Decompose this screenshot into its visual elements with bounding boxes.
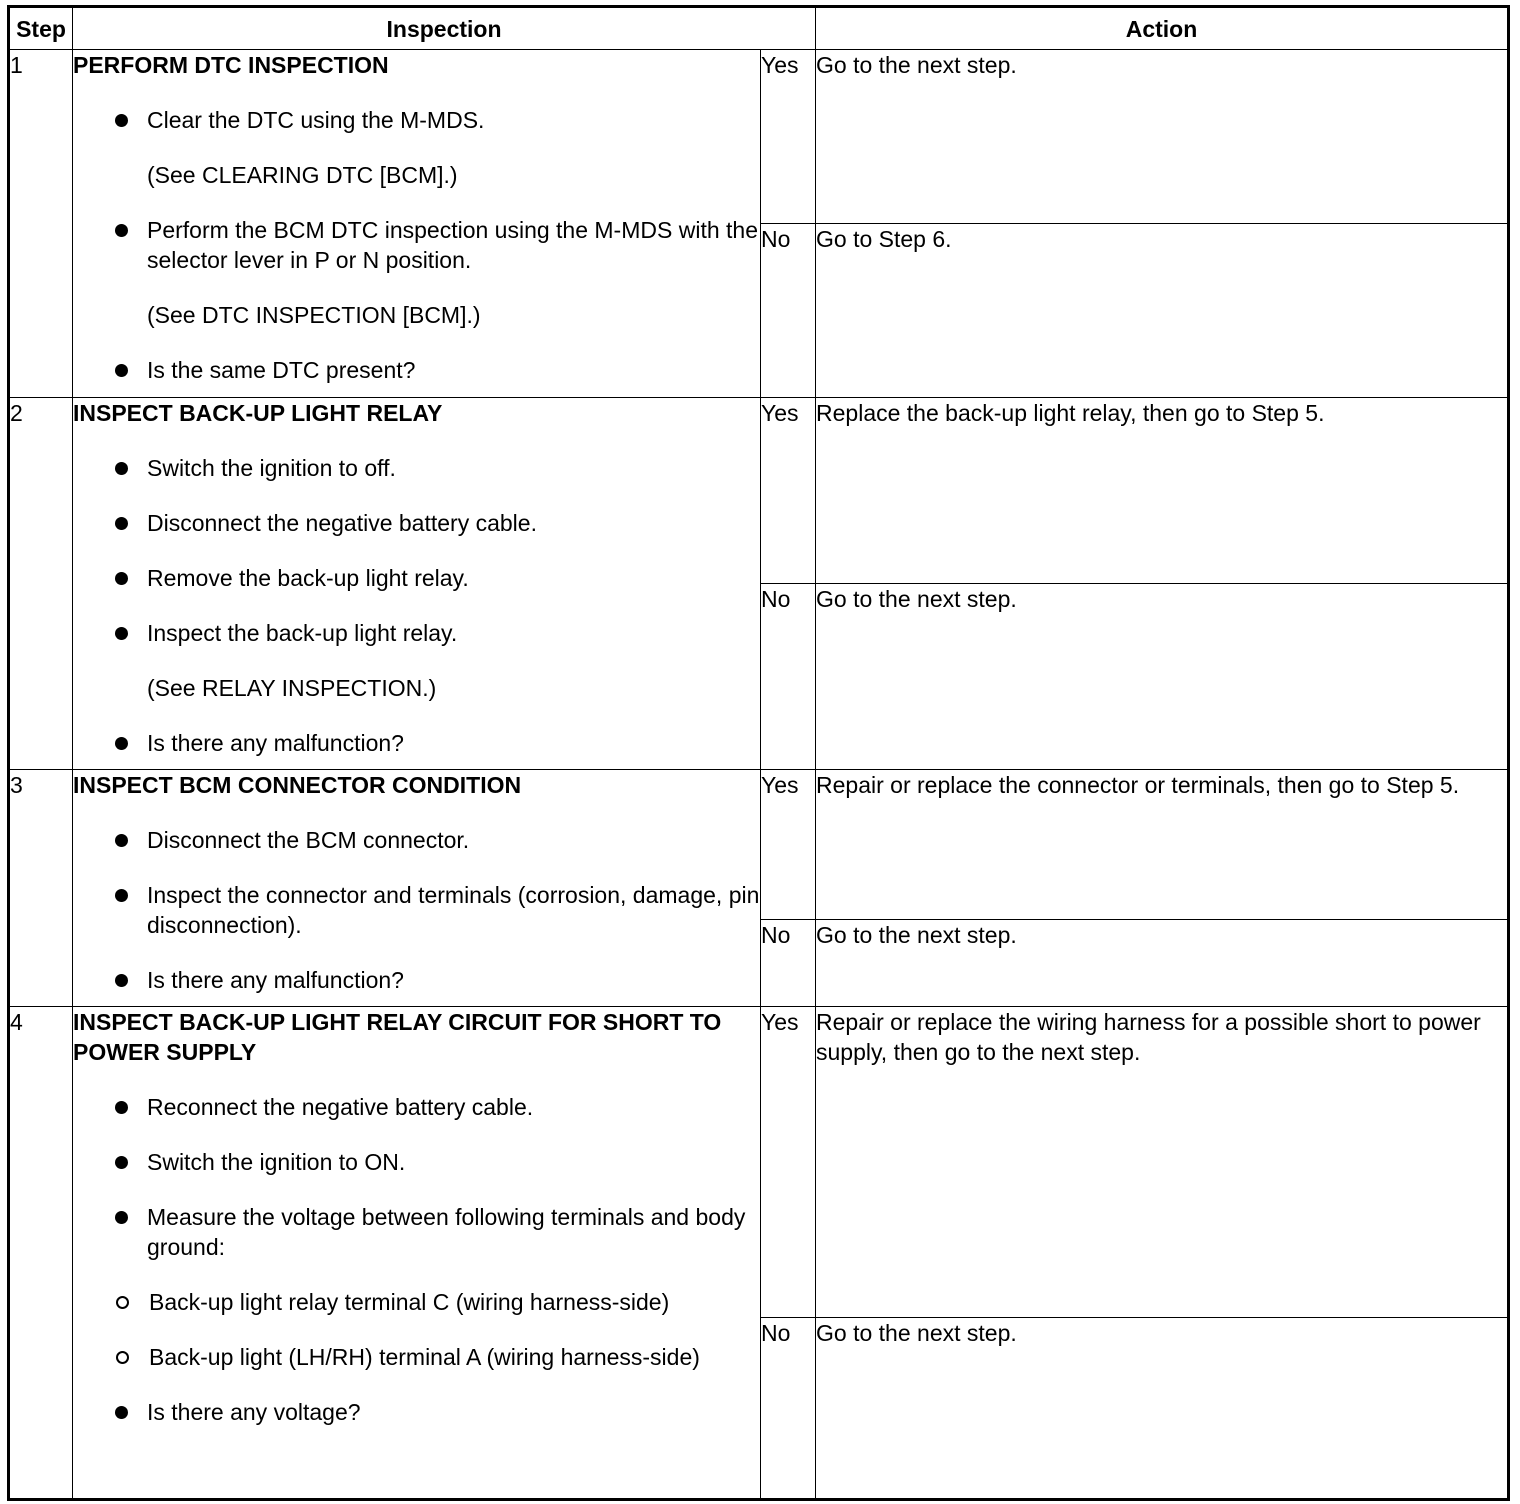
bullet-list [73, 825, 760, 995]
yes-label: Yes [761, 50, 816, 224]
step-title: INSPECT BACK-UP LIGHT RELAY CIRCUIT FOR SHORT TO POWER SUPPLY [73, 1009, 722, 1065]
yes-action: Replace the back-up light relay, then go to Step 5. [816, 398, 1509, 584]
bullet-item: Is the same DTC present? [73, 355, 760, 385]
bullet-list [73, 728, 760, 758]
step-2-inspection [73, 398, 761, 770]
inspection-column-header: Inspection [73, 7, 816, 50]
no-label: No [761, 584, 816, 770]
step-1-yes-row [9, 50, 1509, 224]
no-action: Go to Step 6. [816, 224, 1509, 398]
bullet-list [73, 355, 760, 385]
bullet-item: Reconnect the negative battery cable. [73, 1092, 760, 1122]
no-label: No [761, 920, 816, 1007]
sub-bullet-list [73, 1287, 760, 1372]
bullet-list [73, 105, 760, 135]
bullet-item: Is there any voltage? [73, 1397, 760, 1427]
no-action: Go to the next step. [816, 584, 1509, 770]
reference-note: (See RELAY INSPECTION.) [147, 675, 437, 701]
yes-action: Repair or replace the wiring harness for a possible short to power supply, then go to the next step. [816, 1007, 1509, 1318]
no-action: Go to the next step. [816, 920, 1509, 1007]
bullet-item: Clear the DTC using the M-MDS. [73, 105, 760, 135]
no-action: Go to the next step. [816, 1318, 1509, 1500]
sub-bullet-item: Back-up light relay terminal C (wiring harness-side) [73, 1287, 760, 1317]
yes-label: Yes [761, 1007, 816, 1318]
step-3-inspection [73, 770, 761, 1007]
bullet-item: Is there any malfunction? [73, 728, 760, 758]
bullet-list [73, 1092, 760, 1262]
step-column-header: Step [9, 7, 73, 50]
bullet-item: Switch the ignition to ON. [73, 1147, 760, 1177]
step-1-inspection [73, 50, 761, 398]
bullet-item: Perform the BCM DTC inspection using the M-MDS with the selector lever in P or N position. [73, 215, 760, 275]
step-title: INSPECT BACK-UP LIGHT RELAY [73, 400, 443, 426]
step-number: 4 [9, 1007, 73, 1500]
step-number: 2 [9, 398, 73, 770]
bullet-item: Is there any malfunction? [73, 965, 760, 995]
bullet-list [73, 1397, 760, 1427]
step-number: 1 [9, 50, 73, 398]
bullet-list [73, 215, 760, 275]
yes-label: Yes [761, 770, 816, 920]
header-row [9, 7, 1509, 50]
step-title: PERFORM DTC INSPECTION [73, 52, 389, 78]
bullet-item: Switch the ignition to off. [73, 453, 760, 483]
yes-action: Repair or replace the connector or terminals, then go to Step 5. [816, 770, 1509, 920]
reference-note: (See DTC INSPECTION [BCM].) [147, 302, 481, 328]
step-4-inspection [73, 1007, 761, 1500]
bullet-item: Measure the voltage between following terminals and body ground: [73, 1202, 760, 1262]
bullet-list [73, 453, 760, 648]
step-3-yes-row [9, 770, 1509, 920]
reference-note: (See CLEARING DTC [BCM].) [147, 162, 458, 188]
bullet-item: Remove the back-up light relay. [73, 563, 760, 593]
bullet-item: Disconnect the BCM connector. [73, 825, 760, 855]
diagnostic-procedure-table [7, 5, 1510, 1501]
bullet-item: Inspect the back-up light relay. [73, 618, 760, 648]
sub-bullet-item: Back-up light (LH/RH) terminal A (wiring harness-side) [73, 1342, 760, 1372]
yes-action: Go to the next step. [816, 50, 1509, 224]
no-label: No [761, 1318, 816, 1500]
step-4-yes-row [9, 1007, 1509, 1318]
action-column-header: Action [816, 7, 1509, 50]
step-title: INSPECT BCM CONNECTOR CONDITION [73, 772, 522, 798]
no-label: No [761, 224, 816, 398]
step-number: 3 [9, 770, 73, 1007]
bullet-item: Disconnect the negative battery cable. [73, 508, 760, 538]
step-2-yes-row [9, 398, 1509, 584]
yes-label: Yes [761, 398, 816, 584]
bullet-item: Inspect the connector and terminals (corrosion, damage, pin disconnection). [73, 880, 760, 940]
